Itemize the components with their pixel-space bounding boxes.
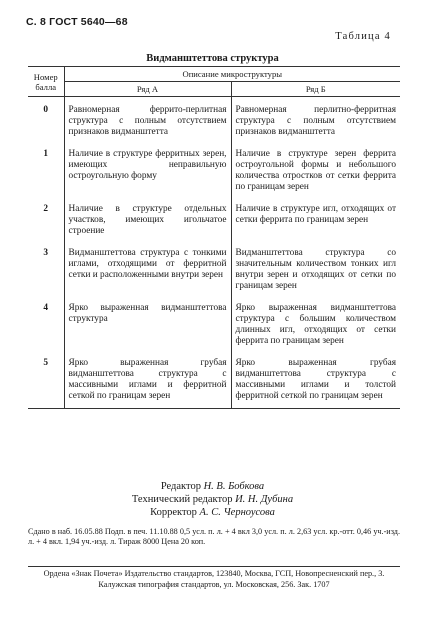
publisher-info: [28, 569, 400, 590]
row-b-description-cell: Ярко выраженная видманштеттова структура с большим количеством длинных игл, отходящих от сетки феррита по границам зерен: [235, 303, 397, 346]
row-b-description-cell: Наличие в структуре зерен феррита остроугольной формы и небольшого количества отростков от сетки феррита по границам зерен: [235, 149, 397, 192]
table-row: [28, 296, 400, 351]
editor-label: Редактор: [160, 481, 201, 492]
row-a-description-cell: Ярко выраженная грубая видманштеттова структура с массивными иглами и ферритной сеткой по границам зерен: [64, 351, 231, 409]
editorial-credits: [0, 480, 425, 519]
printing-house: Калужская типография стандартов, ул. Московская, 256. Зак. 1707: [98, 579, 330, 589]
grade-number-cell: 0: [28, 97, 64, 143]
technical-editor-label: Технический редактор: [131, 494, 233, 505]
corrector-label: Корректор: [150, 507, 197, 518]
table-row: [28, 142, 400, 197]
print-imprint: Сдано в наб. 16.05.88 Подп. в печ. 11.10.88 0,5 усл. п. л. + 4 вкл 3,0 усл. п. л. 2,63 усл. кр.-отт. 0,46 уч.-изд. л. + 4 вкл. 1,94 уч.-изд. л. Тираж 8000 Цена 20 коп.: [28, 527, 400, 546]
grade-number-cell: 4: [28, 296, 64, 351]
row-b-description-cell: Равномерная перлитно-ферритная структура с полным отсутствием признаков видманштетта: [235, 105, 397, 137]
row-b-description-cell: Ярко выраженная грубая видманштеттова структура с массивными иглами и толстой ферритной сеткой по границам зерен: [231, 351, 400, 409]
row-a-description-cell: Наличие в структуре отдельных участков, имеющих игольчатое строение: [64, 197, 231, 241]
column-header-description: Описание микроструктуры: [64, 67, 400, 82]
corrector-name: А. С. Черноусова: [199, 507, 275, 518]
technical-editor-name: И. Н. Дубина: [235, 494, 294, 505]
microstructure-table: [28, 66, 400, 409]
row-b-description-cell: Видманштеттова структура со значительным количеством тонких игл внутри зерен и отходящих от сетки по границам зерен: [235, 248, 397, 291]
row-b-description-cell: Наличие в структуре игл, отходящих от сетки феррита по границам зерен: [235, 204, 397, 225]
table-row: [28, 351, 400, 409]
table-title: Видманштеттова структура: [146, 53, 279, 64]
row-a-description-cell: Равномерная феррито-перлитная структура с полным отсутствием признаков видманштетта: [64, 97, 231, 143]
table-row: [28, 97, 400, 143]
editor-line: [0, 480, 425, 493]
corrector-line: [0, 506, 425, 519]
row-a-description-cell: Видманштеттова структура с тонкими иглами, отходящими от ферритной сетки и расположенными внутри зерен: [64, 241, 231, 296]
row-a-description-cell: Наличие в структуре ферритных зерен, имеющих неправильную остроугольную форму: [64, 142, 231, 197]
technical-editor-line: [0, 493, 425, 506]
grade-number-cell: 5: [28, 351, 64, 409]
grade-number-cell: 2: [28, 197, 64, 241]
divider: [28, 566, 400, 567]
table-number-label: Таблица 4: [335, 31, 391, 42]
column-header-row-a: Ряд А: [64, 82, 231, 97]
grade-number-cell: 3: [28, 241, 64, 296]
table-row: [28, 241, 400, 296]
table-row: [28, 197, 400, 241]
page-header-reference: С. 8 ГОСТ 5640—68: [26, 16, 128, 28]
grade-number-cell: 1: [28, 142, 64, 197]
column-header-row-b: Ряд Б: [231, 82, 400, 97]
publisher-address: Ордена «Знак Почета» Издательство стандартов, 123840, Москва, ГСП, Новопресненский пер., 3.: [43, 569, 385, 578]
row-a-description-cell: Ярко выраженная видманштеттова структура: [64, 296, 231, 351]
column-header-grade-number: Номер балла: [28, 67, 64, 97]
editor-name: Н. В. Бобкова: [203, 481, 265, 492]
